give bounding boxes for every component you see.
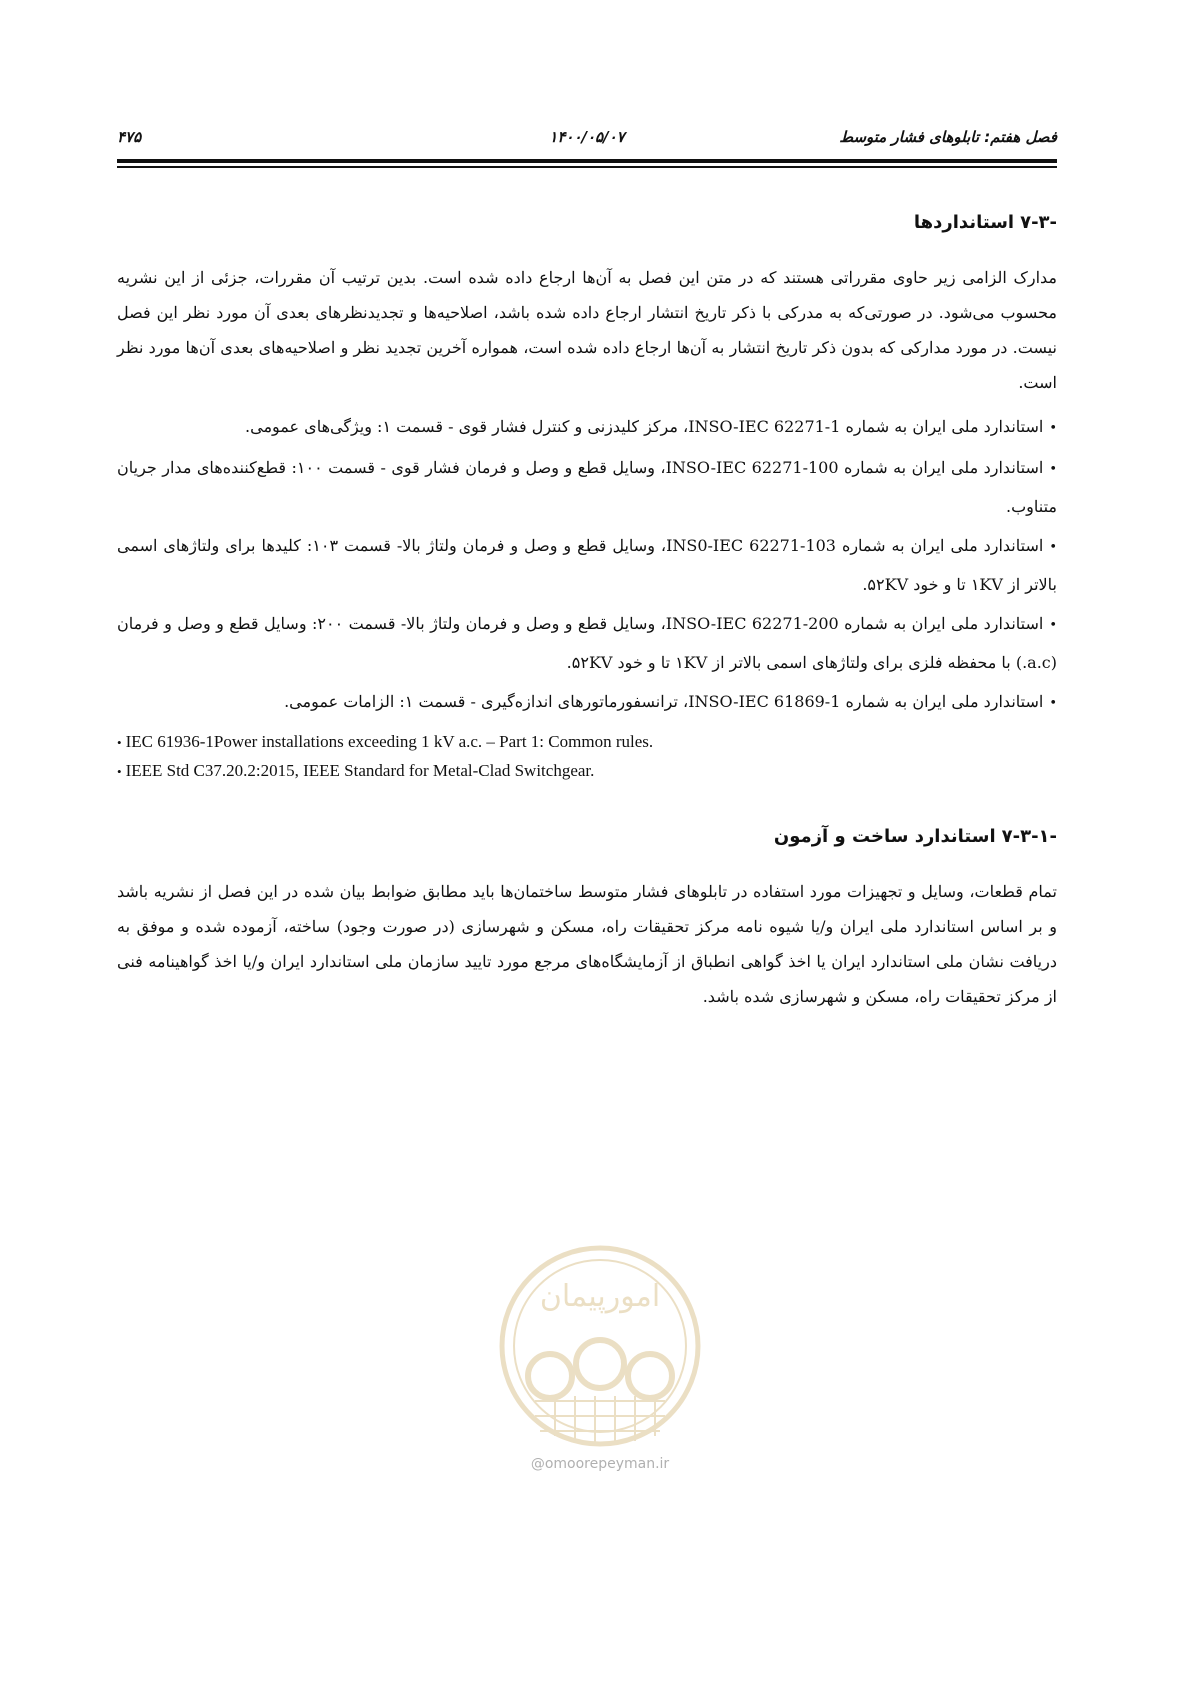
subsection-heading [117, 824, 1057, 850]
watermark-logo-icon [495, 1236, 705, 1456]
bullet-icon: • [1049, 540, 1057, 555]
header-rule-thin [117, 166, 1057, 168]
standard-text: استاندارد ملی ایران به شماره INSO-IEC 62271-1، مرکز کلیدزنی و کنترل فشار قوی - قسمت ۱: ویژگی‌های عمومی. [245, 417, 1044, 436]
chapter-title: فصل هفتم: تابلوهای فشار متوسط [839, 128, 1057, 146]
header-rule-thick [117, 159, 1057, 163]
page-header [117, 128, 1057, 158]
standard-text: استاندارد ملی ایران به شماره INS0-IEC 62271-103، وسایل قطع و وصل و فرمان ولتاژ بالا- قسمت ۱۰۳: کلیدها برای ولتاژهای اسمی بالاتر از ۱KV تا و خود ۵۲KV. [117, 536, 1057, 594]
subsection-title: استاندارد ساخت و آزمون [773, 826, 996, 847]
watermark-site: @omoorepeyman.ir [530, 1456, 670, 1472]
standard-text: IEC 61936-1Power installations exceeding 1 kV a.c. – Part 1: Common rules. [125, 732, 654, 751]
bullet-icon: • [117, 735, 122, 750]
standard-text: استاندارد ملی ایران به شماره INSO-IEC 62271-100، وسایل قطع و وصل و فرمان فشار قوی - قسمت ۱۰۰: قطع‌کننده‌های مدار جریان متناوب. [117, 458, 1057, 516]
subsection-number: ۷-۳-۱- [1001, 826, 1057, 847]
standard-text: استاندارد ملی ایران به شماره INSO-IEC 62271-200، وسایل قطع و وصل و فرمان ولتاژ بالا- قسمت ۲۰۰: وسایل قطع و وصل و فرمان (a.c.) با محفظه فلزی برای ولتاژهای اسمی بالاتر از ۱KV تا و خود ۵۲KV. [117, 614, 1057, 672]
bullet-icon: • [1049, 618, 1058, 633]
english-standards-list [117, 728, 1057, 786]
header-date: ۱۴۰۰/۰۵/۰۷ [549, 128, 625, 146]
standards-list [117, 408, 1057, 722]
section-intro: مدارک الزامی زیر حاوی مقرراتی هستند که در متن این فصل به آن‌ها ارجاع داده شده است. بدین ترتیب آن مقررات، جزئی از این نشریه محسوب می‌شود. در صورتی‌که به مدرکی با ذکر تاریخ انتشار ارجاع داده شده باشد، اصلاحیه‌ها و تجدیدنظرهای بعدی آن مورد نظر این فصل نیست. در مورد مدارکی که بدون ذکر تاریخ انتشار به آن‌ها ارجاع داده شده است، همواره آخرین تجدید نظر و اصلاحیه‌های بعدی آن‌ها مورد نظر است. [117, 268, 1057, 392]
standard-text: IEEE Std C37.20.2:2015, IEEE Standard for Metal-Clad Switchgear. [125, 761, 595, 780]
section-heading [117, 210, 1057, 236]
list-item [117, 757, 1057, 786]
list-item [117, 728, 1057, 757]
watermark-logo-text: امورپیمان [539, 1279, 661, 1314]
list-item [117, 408, 1057, 447]
page-number: ۴۷۵ [117, 128, 142, 146]
subsection-body: تمام قطعات، وسایل و تجهیزات مورد استفاده در تابلوهای فشار متوسط ساختمان‌ها باید مطابق ضوابط بیان شده در این فصل از نشریه باشد و بر اساس استاندارد ملی ایران و/یا شیوه نامه مرکز تحقیقات راه، مسکن و شهرسازی (در صورت وجود) ساخته، آزموده شده و موفق به دریافت نشان ملی استاندارد ایران یا اخذ گواهی انطباق از آزمایشگاه‌های مرجع مورد تایید سازمان ملی استاندارد ایران و/یا اخذ گواهینامه فنی از مرکز تحقیقات راه، مسکن و شهرسازی شده باشد. [117, 882, 1057, 1006]
bullet-icon: • [117, 764, 122, 779]
list-item [117, 605, 1057, 681]
page-content [117, 210, 1057, 1014]
section-number: ۷-۳- [1020, 212, 1057, 233]
bullet-icon: • [1049, 462, 1057, 477]
list-item [117, 683, 1057, 722]
section-title: استانداردها [913, 212, 1015, 233]
standard-text: استاندارد ملی ایران به شماره INSO-IEC 61869-1، ترانسفورماتورهای اندازه‌گیری - قسمت ۱: الزامات عمومی. [284, 692, 1044, 711]
bullet-icon: • [1049, 696, 1057, 711]
bullet-icon: • [1049, 421, 1057, 436]
list-item [117, 449, 1057, 525]
list-item [117, 527, 1057, 603]
